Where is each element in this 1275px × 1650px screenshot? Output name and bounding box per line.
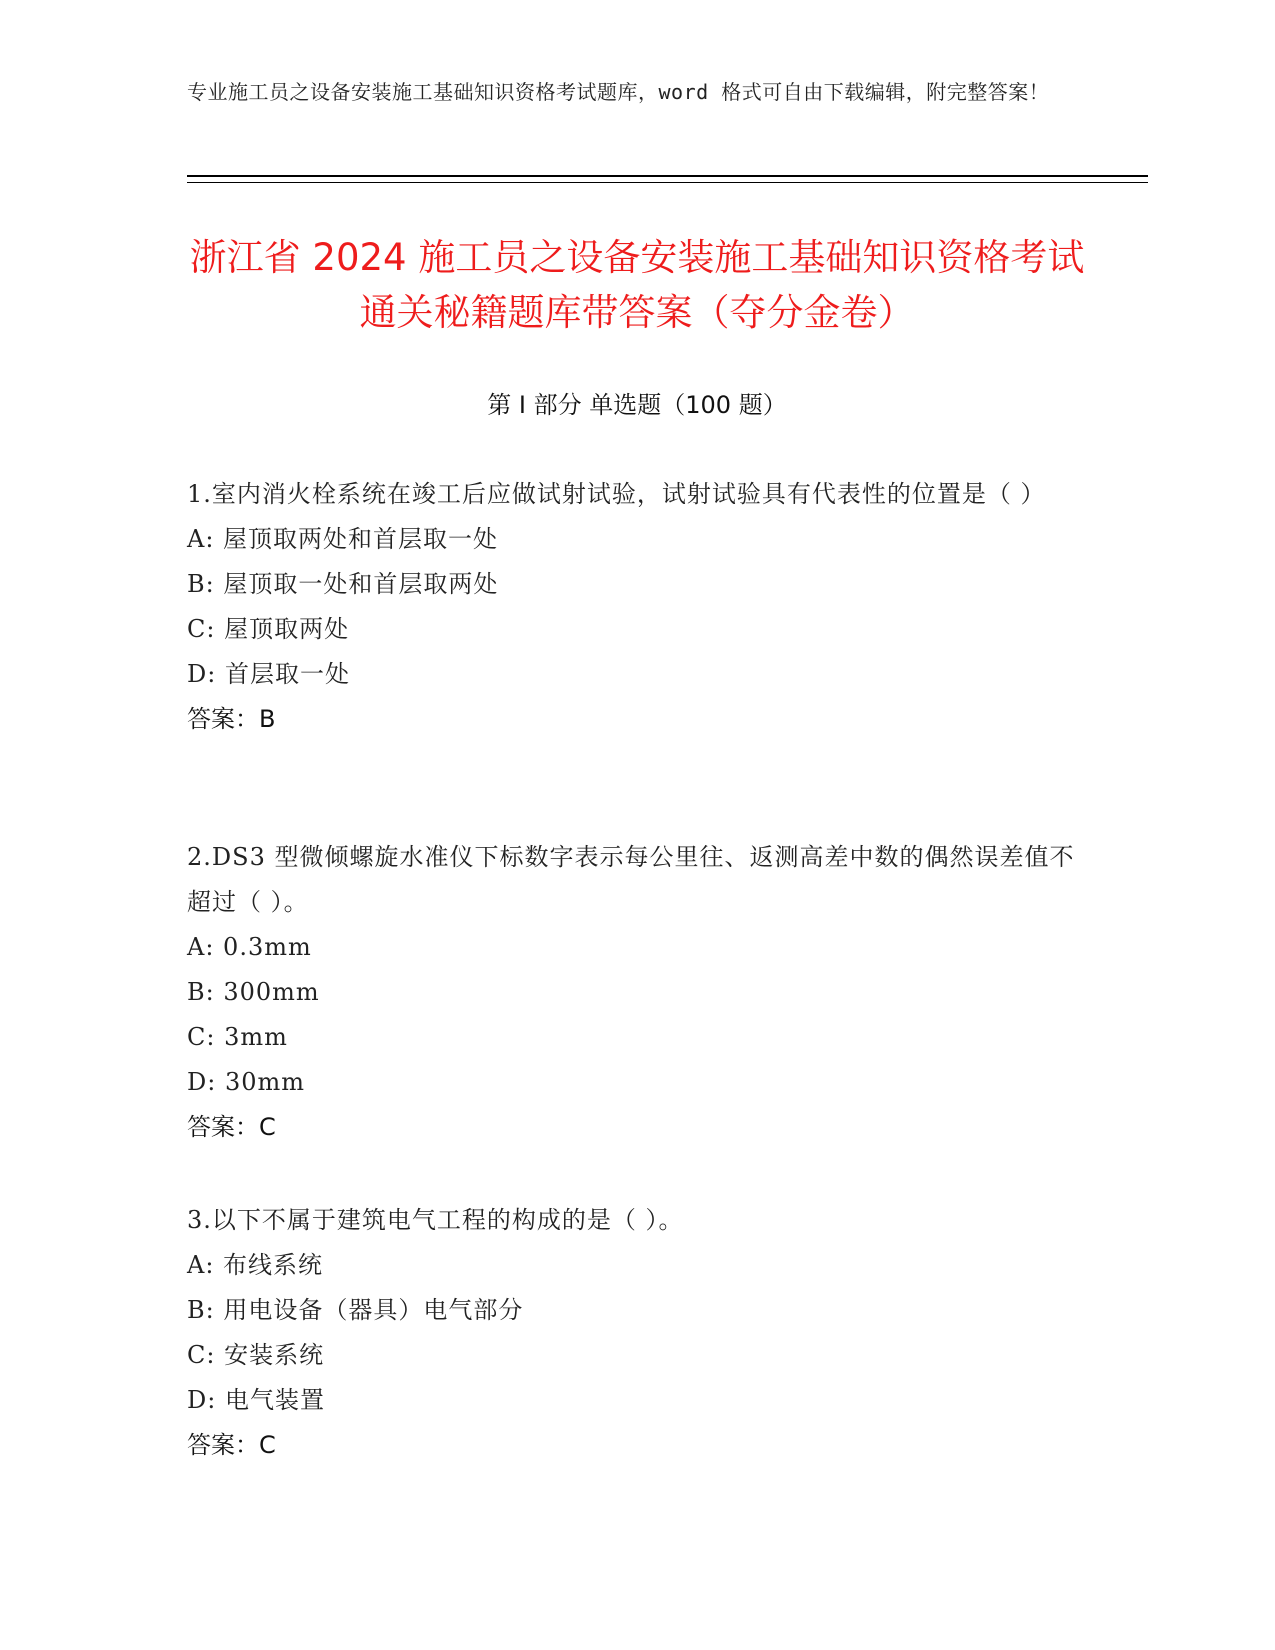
option-b: B: 用电设备（器具）电气部分 — [187, 1296, 524, 1324]
option-a: A: 屋顶取两处和首层取一处 — [187, 525, 499, 553]
question-1 — [187, 472, 1087, 742]
option-a: A: 0.3mm — [187, 933, 312, 961]
option-d: D: 30mm — [187, 1068, 306, 1096]
option-b: B: 屋顶取一处和首层取两处 — [187, 570, 499, 598]
question-2 — [187, 835, 1087, 1150]
question-text: 3.以下不属于建筑电气工程的构成的是（ ）。 — [187, 1206, 684, 1234]
option-c: C: 3mm — [187, 1023, 288, 1051]
header-rule-thick — [187, 175, 1148, 177]
section-title: 第 I 部分 单选题（100 题） — [487, 391, 787, 419]
option-a: A: 布线系统 — [187, 1251, 324, 1279]
option-d: D: 首层取一处 — [187, 660, 350, 688]
answer: 答案：C — [187, 1431, 276, 1459]
answer: 答案：B — [187, 705, 276, 733]
question-3 — [187, 1198, 1087, 1468]
option-d: D: 电气装置 — [187, 1386, 325, 1414]
header-note: 专业施工员之设备安装施工基础知识资格考试题库，word 格式可自由下载编辑，附完整答案！ — [187, 80, 1050, 104]
option-b: B: 300mm — [187, 978, 320, 1006]
question-text: 1.室内消火栓系统在竣工后应做试射试验，试射试验具有代表性的位置是（ ） — [187, 480, 1046, 508]
question-text: 2.DS3 型微倾螺旋水准仪下标数字表示每公里往、返测高差中数的偶然误差值不超过（ ）。 — [187, 843, 1075, 916]
header-rule-thin — [187, 182, 1148, 183]
answer: 答案：C — [187, 1113, 276, 1141]
option-c: C: 屋顶取两处 — [187, 615, 350, 643]
document-title: 浙江省 2024 施工员之设备安装施工基础知识资格考试通关秘籍题库带答案（夺分金卷） — [189, 236, 1085, 334]
option-c: C: 安装系统 — [187, 1341, 325, 1369]
